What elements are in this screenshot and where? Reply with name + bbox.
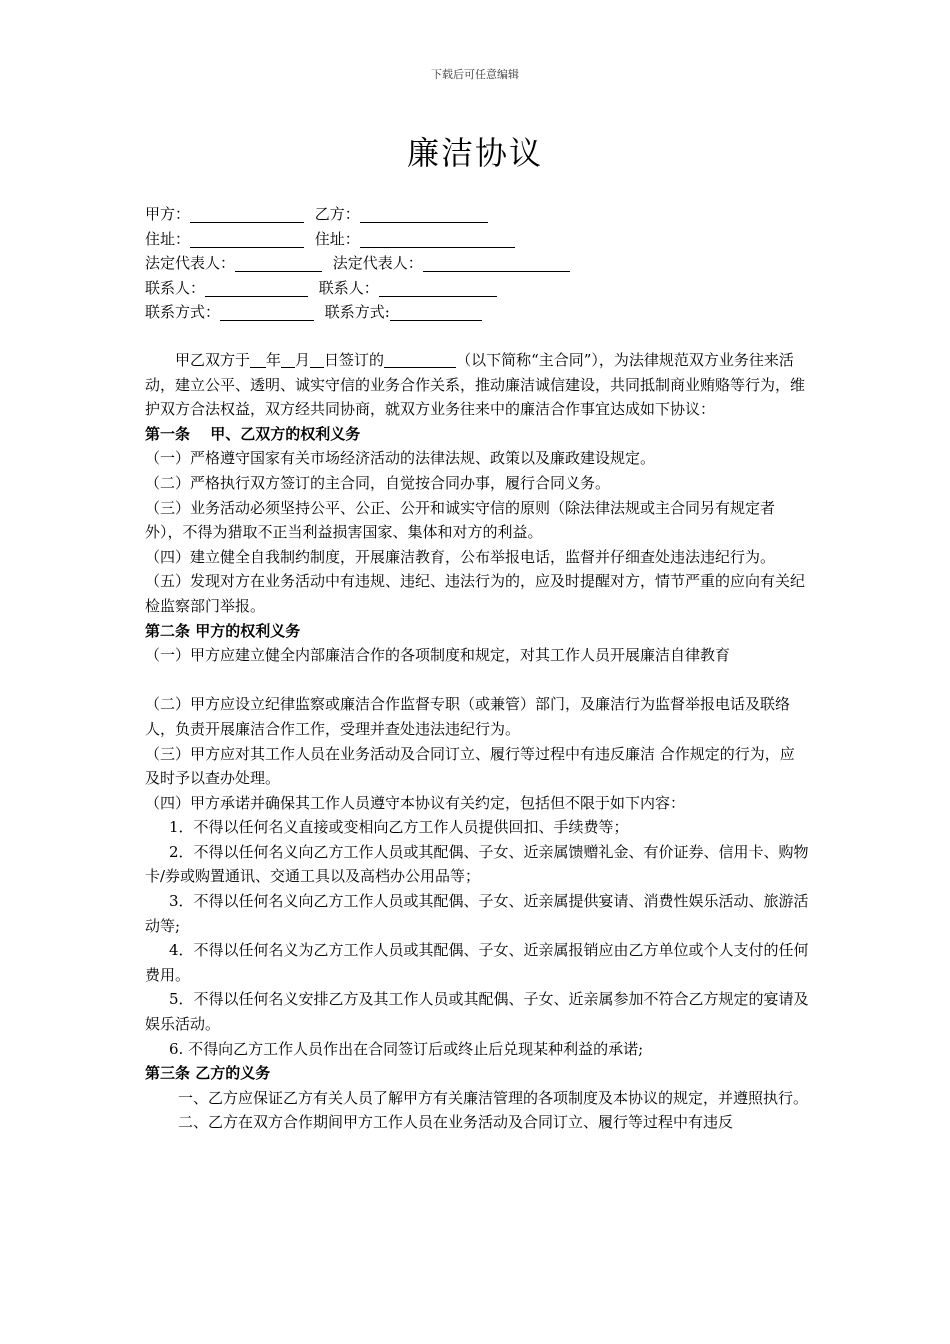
day-blank[interactable] xyxy=(310,350,324,368)
address-a-blank[interactable] xyxy=(190,230,304,248)
article-2-item-1: （一）甲方应建立健全内部廉洁合作的各项制度和规定，对其工作人员开展廉洁自律教育 xyxy=(145,646,731,665)
article-1-item-1: （一）严格遵守国家有关市场经济活动的法律法规、政策以及廉政建设规定。 xyxy=(145,449,656,468)
contact-b-blank[interactable] xyxy=(379,279,497,297)
intro-day: 日签订的 xyxy=(324,351,385,369)
parties-block xyxy=(145,202,815,325)
document-title: 廉洁协议 xyxy=(406,134,543,172)
article-2-subitem-3: 3．不得以任何名义向乙方工作人员或其配偶、子女、近亲属提供宴请、消费性娱乐活动、旅游活动等; xyxy=(145,892,809,935)
article-1-item-3: （三）业务活动必须坚持公平、公正、公开和诚实守信的原则（除法律法规或主合同另有规定者外），不得为猎取不正当利益损害国家、集体和对方的利益。 xyxy=(145,498,776,542)
article-2-heading: 第二条 甲方的权利义务 xyxy=(145,621,301,640)
address-b-label: 住址： xyxy=(314,229,360,248)
article-1-item-2: （二）严格执行双方签订的主合同，自觉按合同办事，履行合同义务。 xyxy=(145,473,611,492)
party-a-blank[interactable] xyxy=(190,205,304,223)
party-row-rep xyxy=(145,251,815,276)
article-3-item-1: 一、乙方应保证乙方有关人员了解甲方有关廉洁管理的各项制度及本协议的规定，并遵照执行。 xyxy=(178,1088,809,1107)
article-2-subitem-5: 5．不得以任何名义安排乙方及其工作人员或其配偶、子女、近亲属参加不符合乙方规定的宴请及娱乐活动。 xyxy=(145,990,809,1034)
rep-b-blank[interactable] xyxy=(423,254,570,272)
party-row-name xyxy=(145,202,815,227)
article-2-item-2: （二）甲方应设立纪律监察或廉洁合作监督专职（或兼管）部门，及廉洁行为监督举报电话及联络人，负责开展廉洁合作工作，受理并查处违法违纪行为。 xyxy=(145,695,791,738)
address-a-label: 住址： xyxy=(145,229,191,248)
article-1-heading: 第一条 甲、乙双方的权利义务 xyxy=(145,424,361,443)
article-3-heading: 第三条 乙方的义务 xyxy=(145,1064,271,1083)
intro-year: 年 xyxy=(266,351,282,369)
article-2-subitem-2: 2．不得以任何名义向乙方工作人员或其配偶、子女、近亲属馈赠礼金、有价证券、信用卡、购物卡/券或购置通讯、交通工具以及高档办公用品等； xyxy=(145,842,809,886)
party-row-address xyxy=(145,227,815,252)
year-blank[interactable] xyxy=(250,350,266,368)
intro-month: 月 xyxy=(295,351,311,369)
rep-a-blank[interactable] xyxy=(235,254,322,272)
intro-text-1: 甲乙双方于 xyxy=(175,351,251,369)
article-1-item-4: （四）建立健全自我制约制度，开展廉洁教育，公布举报电话，监督并仔细查处违法违纪行为。 xyxy=(145,547,776,566)
contact-a-blank[interactable] xyxy=(205,279,308,297)
method-a-label: 联系方式： xyxy=(145,303,221,322)
article-3-item-2: 二、乙方在双方合作期间甲方工作人员在业务活动及合同订立、履行等过程中有违反 xyxy=(178,1113,734,1132)
article-1-item-5: （五）发现对方在业务活动中有违规、违纪、违法行为的，应及时提醒对方，情节严重的应向有关纪检监察部门举报。 xyxy=(145,572,806,615)
party-row-method xyxy=(145,300,815,325)
header-note: 下载后可任意编辑 xyxy=(431,68,519,81)
party-row-contact xyxy=(145,276,815,301)
contact-b-label: 联系人： xyxy=(318,278,379,297)
article-2-item-4: （四）甲方承诺并确保其工作人员遵守本协议有关约定，包括但不限于如下内容： xyxy=(145,793,686,812)
article-2-item-3: （三）甲方应对其工作人员在业务活动及合同订立、履行等过程中有违反廉洁 合作规定的行为，应及时予以查办处理。 xyxy=(145,744,795,788)
rep-a-label: 法定代表人： xyxy=(145,254,236,273)
article-2-subitem-4: 4．不得以任何名义为乙方工作人员或其配偶、子女、近亲属报销应由乙方单位或个人支付的任何费用。 xyxy=(145,941,809,984)
intro-text-2: （以下简称“主合同”），为法律规范双方业务往来活动，建立公平、透明、诚实守信的业务合作关系，推动廉洁诚信建设，共同抵制商业贿赂等行为，维护双方合法权益，双方经共同协商，就双方业务往来中的廉洁合作事宜达成如下协议： xyxy=(145,351,806,419)
intro-paragraph xyxy=(145,348,809,422)
party-b-blank[interactable] xyxy=(360,205,488,223)
address-b-blank[interactable] xyxy=(360,230,515,248)
method-b-label: 联系方式: xyxy=(324,303,390,322)
contact-a-label: 联系人： xyxy=(145,278,206,297)
article-2-subitem-6: 6. 不得向乙方工作人员作出在合同签订后或终止后兑现某种利益的承诺; xyxy=(169,1039,644,1058)
blank-line xyxy=(145,668,809,693)
rep-b-label: 法定代表人： xyxy=(332,254,423,273)
method-a-blank[interactable] xyxy=(220,303,314,321)
month-blank[interactable] xyxy=(281,350,295,368)
method-b-blank[interactable] xyxy=(390,303,482,321)
agreement-body xyxy=(145,348,809,1135)
party-b-label: 乙方： xyxy=(314,205,360,223)
article-2-subitem-1: 1．不得以任何名义直接或变相向乙方工作人员提供回扣、手续费等； xyxy=(169,818,629,837)
party-a-label: 甲方： xyxy=(145,205,191,223)
contract-name-blank[interactable] xyxy=(384,350,456,368)
